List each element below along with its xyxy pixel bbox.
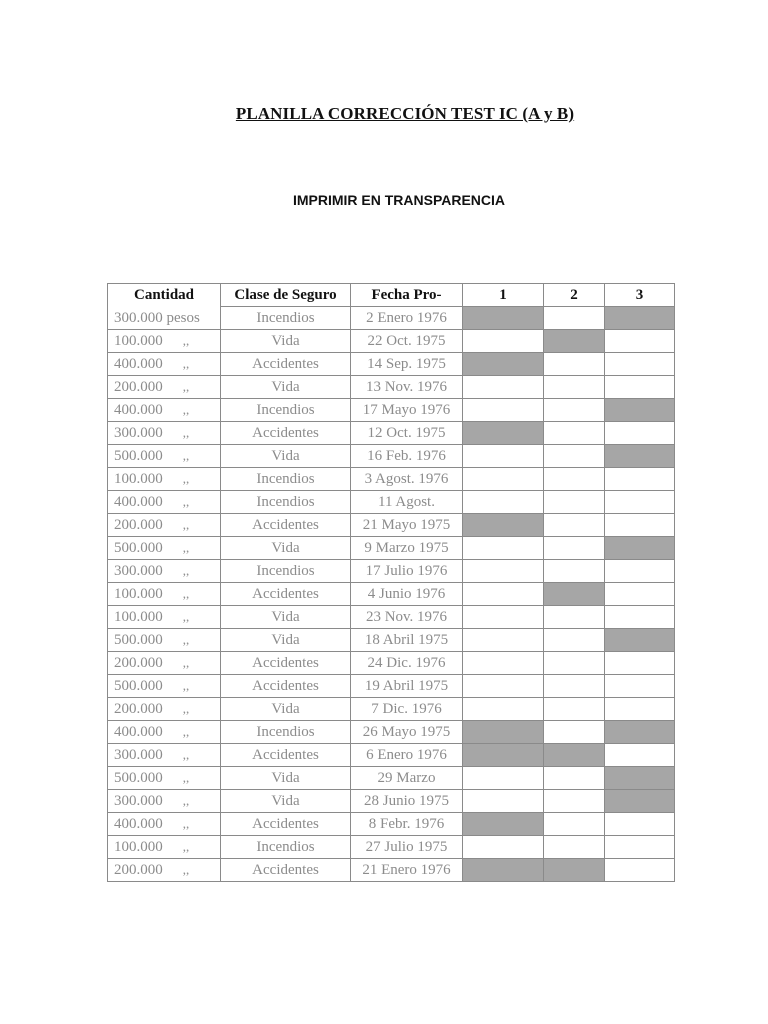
cell-fecha: 27 Julio 1975 xyxy=(351,836,463,859)
mark-cell-col-3 xyxy=(605,698,675,721)
mark-cell-col-2 xyxy=(544,353,605,376)
cantidad-value: 100.000 xyxy=(114,839,163,855)
cell-clase-de-seguro: Vida xyxy=(221,629,351,652)
cell-clase-de-seguro: Vida xyxy=(221,790,351,813)
mark-cell-col-3 xyxy=(605,445,675,468)
cell-cantidad xyxy=(108,307,221,330)
cell-fecha: 16 Feb. 1976 xyxy=(351,445,463,468)
cell-fecha: 12 Oct. 1975 xyxy=(351,422,463,445)
document-subtitle: IMPRIMIR EN TRANSPARENCIA xyxy=(292,192,506,208)
header-col-1: 1 xyxy=(463,284,544,307)
cell-clase-de-seguro: Accidentes xyxy=(221,422,351,445)
cell-cantidad xyxy=(108,767,221,790)
header-fecha: Fecha Pro- xyxy=(351,284,463,307)
cell-clase-de-seguro: Incendios xyxy=(221,307,351,330)
ditto-mark: ,, xyxy=(182,379,190,394)
cantidad-value: 400.000 xyxy=(114,724,163,740)
table-row xyxy=(108,652,675,675)
mark-cell-col-1 xyxy=(463,790,544,813)
cell-clase-de-seguro: Accidentes xyxy=(221,353,351,376)
table-row xyxy=(108,537,675,560)
cantidad-value: 300.000 pesos xyxy=(114,309,200,326)
mark-cell-col-3 xyxy=(605,514,675,537)
mark-cell-col-1 xyxy=(463,813,544,836)
mark-cell-col-3 xyxy=(605,399,675,422)
mark-cell-col-1 xyxy=(463,560,544,583)
cell-fecha: 9 Marzo 1975 xyxy=(351,537,463,560)
cell-fecha: 3 Agost. 1976 xyxy=(351,468,463,491)
cell-clase-de-seguro: Vida xyxy=(221,606,351,629)
header-cantidad: Cantidad xyxy=(108,284,221,307)
cantidad-value: 500.000 xyxy=(114,632,163,648)
cantidad-value: 400.000 xyxy=(114,402,163,418)
mark-cell-col-1 xyxy=(463,606,544,629)
table-body xyxy=(108,307,675,882)
cell-cantidad xyxy=(108,790,221,813)
table-row xyxy=(108,376,675,399)
cantidad-value: 300.000 xyxy=(114,793,163,809)
cantidad-value: 200.000 xyxy=(114,862,163,878)
cell-clase-de-seguro: Accidentes xyxy=(221,813,351,836)
mark-cell-col-2 xyxy=(544,537,605,560)
cantidad-value: 200.000 xyxy=(114,701,163,717)
header-col-2: 2 xyxy=(544,284,605,307)
cell-clase-de-seguro: Accidentes xyxy=(221,583,351,606)
cell-fecha: 24 Dic. 1976 xyxy=(351,652,463,675)
mark-cell-col-3 xyxy=(605,721,675,744)
mark-cell-col-3 xyxy=(605,330,675,353)
mark-cell-col-1 xyxy=(463,514,544,537)
table-row xyxy=(108,813,675,836)
mark-cell-col-1 xyxy=(463,399,544,422)
ditto-mark: ,, xyxy=(182,632,190,647)
cell-fecha: 29 Marzo xyxy=(351,767,463,790)
cell-cantidad xyxy=(108,721,221,744)
ditto-mark: ,, xyxy=(182,517,190,532)
ditto-mark: ,, xyxy=(182,747,190,762)
mark-cell-col-2 xyxy=(544,652,605,675)
cell-fecha: 21 Mayo 1975 xyxy=(351,514,463,537)
cell-cantidad xyxy=(108,675,221,698)
ditto-mark: ,, xyxy=(182,839,190,854)
cell-clase-de-seguro: Vida xyxy=(221,445,351,468)
mark-cell-col-1 xyxy=(463,721,544,744)
cell-cantidad xyxy=(108,744,221,767)
ditto-mark: ,, xyxy=(182,356,190,371)
cell-cantidad xyxy=(108,376,221,399)
table-row xyxy=(108,514,675,537)
ditto-mark: ,, xyxy=(182,701,190,716)
mark-cell-col-3 xyxy=(605,629,675,652)
cantidad-value: 200.000 xyxy=(114,379,163,395)
cell-clase-de-seguro: Incendios xyxy=(221,399,351,422)
mark-cell-col-2 xyxy=(544,399,605,422)
mark-cell-col-3 xyxy=(605,422,675,445)
ditto-mark: ,, xyxy=(182,655,190,670)
table-row xyxy=(108,353,675,376)
ditto-mark: ,, xyxy=(182,425,190,440)
table-row xyxy=(108,767,675,790)
ditto-mark: ,, xyxy=(182,448,190,463)
mark-cell-col-3 xyxy=(605,859,675,882)
cell-fecha: 11 Agost. xyxy=(351,491,463,514)
mark-cell-col-3 xyxy=(605,652,675,675)
cantidad-value: 500.000 xyxy=(114,540,163,556)
mark-cell-col-1 xyxy=(463,744,544,767)
cell-fecha: 17 Julio 1976 xyxy=(351,560,463,583)
mark-cell-col-1 xyxy=(463,836,544,859)
ditto-mark: ,, xyxy=(182,494,190,509)
cell-clase-de-seguro: Accidentes xyxy=(221,514,351,537)
ditto-mark: ,, xyxy=(182,540,190,555)
cantidad-value: 500.000 xyxy=(114,448,163,464)
mark-cell-col-3 xyxy=(605,836,675,859)
cell-cantidad xyxy=(108,859,221,882)
table-row xyxy=(108,836,675,859)
cell-cantidad xyxy=(108,537,221,560)
mark-cell-col-3 xyxy=(605,744,675,767)
ditto-mark: ,, xyxy=(182,862,190,877)
cell-cantidad xyxy=(108,445,221,468)
mark-cell-col-3 xyxy=(605,537,675,560)
cell-fecha: 22 Oct. 1975 xyxy=(351,330,463,353)
table-row xyxy=(108,491,675,514)
cantidad-value: 300.000 xyxy=(114,425,163,441)
ditto-mark: ,, xyxy=(182,563,190,578)
cell-clase-de-seguro: Accidentes xyxy=(221,652,351,675)
cell-cantidad xyxy=(108,491,221,514)
ditto-mark: ,, xyxy=(182,471,190,486)
cell-clase-de-seguro: Vida xyxy=(221,330,351,353)
mark-cell-col-1 xyxy=(463,698,544,721)
cell-cantidad xyxy=(108,560,221,583)
mark-cell-col-2 xyxy=(544,859,605,882)
mark-cell-col-1 xyxy=(463,330,544,353)
cell-fecha: 28 Junio 1975 xyxy=(351,790,463,813)
cantidad-value: 400.000 xyxy=(114,356,163,372)
table-row xyxy=(108,790,675,813)
table-row xyxy=(108,606,675,629)
ditto-mark: ,, xyxy=(182,609,190,624)
mark-cell-col-3 xyxy=(605,376,675,399)
cell-fecha: 2 Enero 1976 xyxy=(351,307,463,330)
cantidad-value: 400.000 xyxy=(114,494,163,510)
cantidad-value: 100.000 xyxy=(114,609,163,625)
cell-clase-de-seguro: Incendios xyxy=(221,560,351,583)
mark-cell-col-2 xyxy=(544,445,605,468)
cell-fecha: 8 Febr. 1976 xyxy=(351,813,463,836)
table-row xyxy=(108,744,675,767)
mark-cell-col-3 xyxy=(605,675,675,698)
header-clase-de-seguro: Clase de Seguro xyxy=(221,284,351,307)
mark-cell-col-1 xyxy=(463,445,544,468)
mark-cell-col-1 xyxy=(463,675,544,698)
mark-cell-col-2 xyxy=(544,583,605,606)
cell-fecha: 13 Nov. 1976 xyxy=(351,376,463,399)
cell-clase-de-seguro: Vida xyxy=(221,376,351,399)
cell-cantidad xyxy=(108,353,221,376)
cell-fecha: 23 Nov. 1976 xyxy=(351,606,463,629)
table-row xyxy=(108,583,675,606)
table-row xyxy=(108,560,675,583)
cell-fecha: 18 Abril 1975 xyxy=(351,629,463,652)
mark-cell-col-2 xyxy=(544,744,605,767)
cell-clase-de-seguro: Accidentes xyxy=(221,744,351,767)
cantidad-value: 500.000 xyxy=(114,770,163,786)
mark-cell-col-1 xyxy=(463,422,544,445)
mark-cell-col-1 xyxy=(463,353,544,376)
mark-cell-col-1 xyxy=(463,537,544,560)
cantidad-value: 200.000 xyxy=(114,655,163,671)
cell-clase-de-seguro: Incendios xyxy=(221,468,351,491)
mark-cell-col-2 xyxy=(544,491,605,514)
cantidad-value: 100.000 xyxy=(114,471,163,487)
mark-cell-col-2 xyxy=(544,790,605,813)
mark-cell-col-1 xyxy=(463,468,544,491)
cell-clase-de-seguro: Incendios xyxy=(221,836,351,859)
mark-cell-col-2 xyxy=(544,675,605,698)
cantidad-value: 500.000 xyxy=(114,678,163,694)
mark-cell-col-1 xyxy=(463,491,544,514)
cantidad-value: 100.000 xyxy=(114,586,163,602)
mark-cell-col-3 xyxy=(605,606,675,629)
mark-cell-col-3 xyxy=(605,583,675,606)
mark-cell-col-3 xyxy=(605,353,675,376)
cell-cantidad xyxy=(108,399,221,422)
cell-fecha: 21 Enero 1976 xyxy=(351,859,463,882)
mark-cell-col-3 xyxy=(605,491,675,514)
mark-cell-col-2 xyxy=(544,468,605,491)
cell-fecha: 4 Junio 1976 xyxy=(351,583,463,606)
table-row xyxy=(108,330,675,353)
cell-fecha: 14 Sep. 1975 xyxy=(351,353,463,376)
header-col-3: 3 xyxy=(605,284,675,307)
mark-cell-col-3 xyxy=(605,468,675,491)
cell-cantidad xyxy=(108,813,221,836)
mark-cell-col-3 xyxy=(605,790,675,813)
cell-fecha: 19 Abril 1975 xyxy=(351,675,463,698)
table-row xyxy=(108,468,675,491)
cantidad-value: 200.000 xyxy=(114,517,163,533)
cell-cantidad xyxy=(108,836,221,859)
cell-cantidad xyxy=(108,583,221,606)
cell-cantidad xyxy=(108,514,221,537)
mark-cell-col-2 xyxy=(544,698,605,721)
mark-cell-col-2 xyxy=(544,514,605,537)
cell-fecha: 26 Mayo 1975 xyxy=(351,721,463,744)
table-row xyxy=(108,698,675,721)
mark-cell-col-2 xyxy=(544,330,605,353)
mark-cell-col-2 xyxy=(544,629,605,652)
ditto-mark: ,, xyxy=(182,770,190,785)
cantidad-value: 300.000 xyxy=(114,563,163,579)
cell-clase-de-seguro: Accidentes xyxy=(221,675,351,698)
cell-clase-de-seguro: Incendios xyxy=(221,491,351,514)
cell-cantidad xyxy=(108,468,221,491)
cell-fecha: 17 Mayo 1976 xyxy=(351,399,463,422)
mark-cell-col-1 xyxy=(463,767,544,790)
cell-cantidad xyxy=(108,629,221,652)
cantidad-value: 100.000 xyxy=(114,333,163,349)
mark-cell-col-1 xyxy=(463,859,544,882)
cell-cantidad xyxy=(108,422,221,445)
table-row xyxy=(108,675,675,698)
cell-clase-de-seguro: Vida xyxy=(221,767,351,790)
mark-cell-col-2 xyxy=(544,376,605,399)
table-row xyxy=(108,629,675,652)
ditto-mark: ,, xyxy=(182,678,190,693)
table-header-row xyxy=(108,284,675,307)
mark-cell-col-1 xyxy=(463,629,544,652)
mark-cell-col-1 xyxy=(463,652,544,675)
cell-fecha: 6 Enero 1976 xyxy=(351,744,463,767)
table-row xyxy=(108,399,675,422)
mark-cell-col-2 xyxy=(544,422,605,445)
cantidad-value: 300.000 xyxy=(114,747,163,763)
cantidad-value: 400.000 xyxy=(114,816,163,832)
mark-cell-col-1 xyxy=(463,376,544,399)
cell-cantidad xyxy=(108,606,221,629)
cell-clase-de-seguro: Vida xyxy=(221,698,351,721)
ditto-mark: ,, xyxy=(182,586,190,601)
mark-cell-col-1 xyxy=(463,583,544,606)
mark-cell-col-2 xyxy=(544,560,605,583)
cell-fecha: 7 Dic. 1976 xyxy=(351,698,463,721)
mark-cell-col-2 xyxy=(544,606,605,629)
ditto-mark: ,, xyxy=(182,816,190,831)
mark-cell-col-3 xyxy=(605,813,675,836)
ditto-mark: ,, xyxy=(182,402,190,417)
mark-cell-col-1 xyxy=(463,307,544,330)
table-row xyxy=(108,422,675,445)
cell-clase-de-seguro: Incendios xyxy=(221,721,351,744)
cell-cantidad xyxy=(108,652,221,675)
cell-cantidad xyxy=(108,698,221,721)
table-row xyxy=(108,721,675,744)
ditto-mark: ,, xyxy=(182,793,190,808)
mark-cell-col-3 xyxy=(605,767,675,790)
ditto-mark: ,, xyxy=(182,724,190,739)
table-row xyxy=(108,859,675,882)
ditto-mark: ,, xyxy=(182,333,190,348)
document-title: PLANILLA CORRECCIÓN TEST IC (A y B) xyxy=(235,104,575,123)
mark-cell-col-3 xyxy=(605,560,675,583)
mark-cell-col-2 xyxy=(544,813,605,836)
mark-cell-col-2 xyxy=(544,307,605,330)
table-row xyxy=(108,307,675,330)
cell-clase-de-seguro: Accidentes xyxy=(221,859,351,882)
correction-table xyxy=(107,283,675,882)
mark-cell-col-2 xyxy=(544,721,605,744)
mark-cell-col-2 xyxy=(544,836,605,859)
table-row xyxy=(108,445,675,468)
cell-cantidad xyxy=(108,330,221,353)
mark-cell-col-2 xyxy=(544,767,605,790)
cell-clase-de-seguro: Vida xyxy=(221,537,351,560)
mark-cell-col-3 xyxy=(605,307,675,330)
